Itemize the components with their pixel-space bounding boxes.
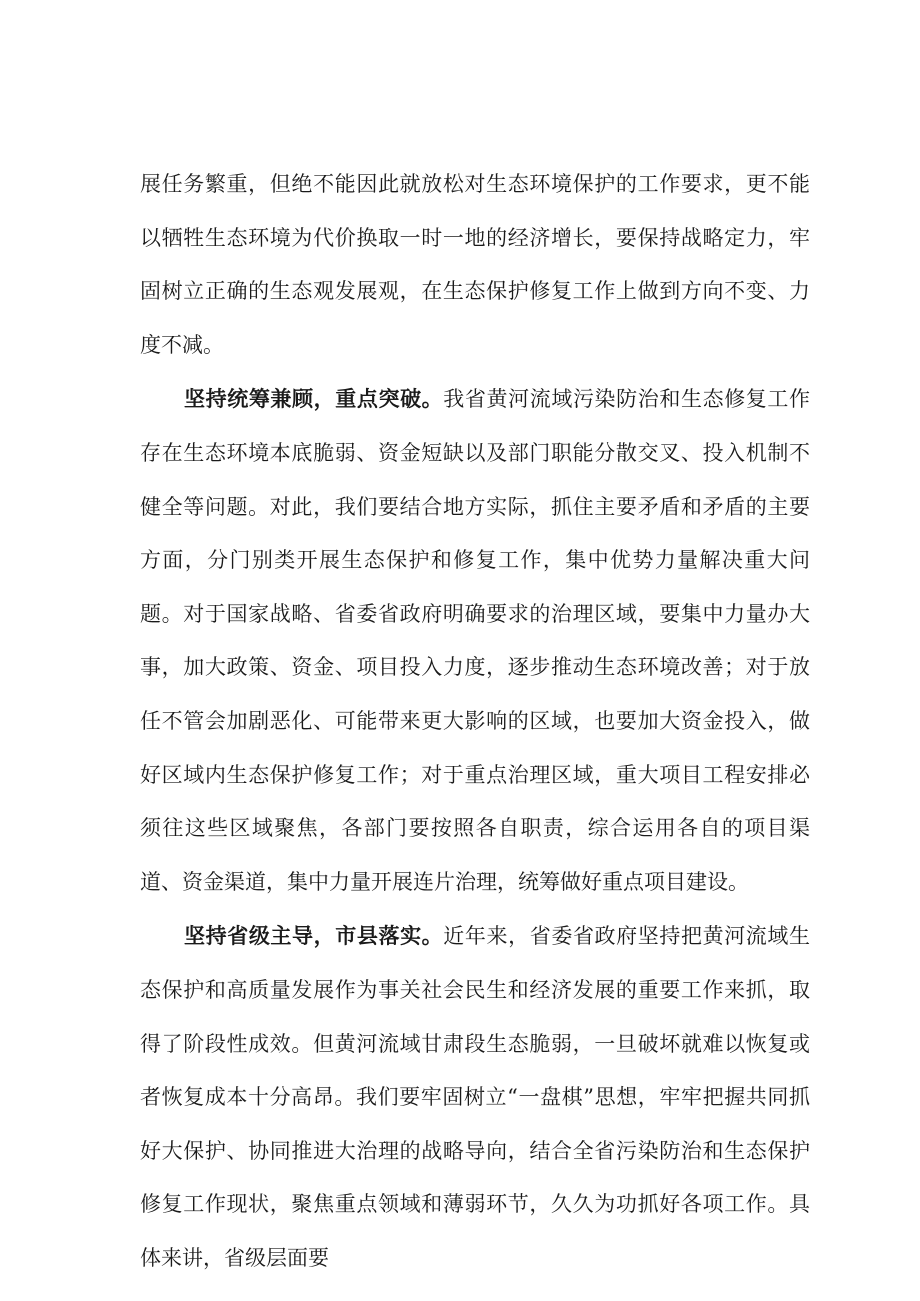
paragraph-coordination — [140, 372, 810, 909]
paragraph-lead-heading: 坚持省级主导，市县落实。 — [184, 923, 444, 949]
paragraph-text: 展任务繁重，但绝不能因此就放松对生态环境保护的工作要求，更不能以牺牲生态环境为代价换取一时一地的经济增长，要保持战略定力，牢固树立正确的生态观发展观，在生态保护修复工作上做到方向不变、力度不减。 — [140, 172, 810, 357]
document-body — [140, 158, 810, 1285]
paragraph-continuation — [140, 158, 810, 372]
paragraph-text: 我省黄河流域污染防治和生态修复工作存在生态环境本底脆弱、资金短缺以及部门职能分散交叉、投入机制不健全等问题。对此，我们要结合地方实际，抓住主要矛盾和矛盾的主要方面，分门别类开展生态保护和修复工作，集中优势力量解决重大问题。对于国家战略、省委省政府明确要求的治理区域，要集中力量办大事，加大政策、资金、项目投入力度，逐步推动生态环境改善；对于放任不管会加剧恶化、可能带来更大影响的区域，也要加大资金投入，做好区域内生态保护修复工作；对于重点治理区域，重大项目工程安排必须往这些区域聚焦，各部门要按照各自职责，综合运用各自的项目渠道、资金渠道，集中力量开展连片治理，统筹做好重点项目建设。 — [140, 387, 811, 894]
paragraph-provincial-lead — [140, 909, 810, 1285]
paragraph-text: 近年来，省委省政府坚持把黄河流域生态保护和高质量发展作为事关社会民生和经济发展的重要工作来抓，取得了阶段性成效。但黄河流域甘肃段生态脆弱，一旦破坏就难以恢复或者恢复成本十分高昂。我们要牢固树立“一盘棋”思想，牢牢把握共同抓好大保护、协同推进大治理的战略导向，结合全省污染防治和生态保护修复工作现状，聚焦重点领域和薄弱环节，久久为功抓好各项工作。具体来讲，省级层面要 — [140, 924, 811, 1270]
paragraph-lead-heading: 坚持统筹兼顾，重点突破。 — [184, 386, 444, 412]
